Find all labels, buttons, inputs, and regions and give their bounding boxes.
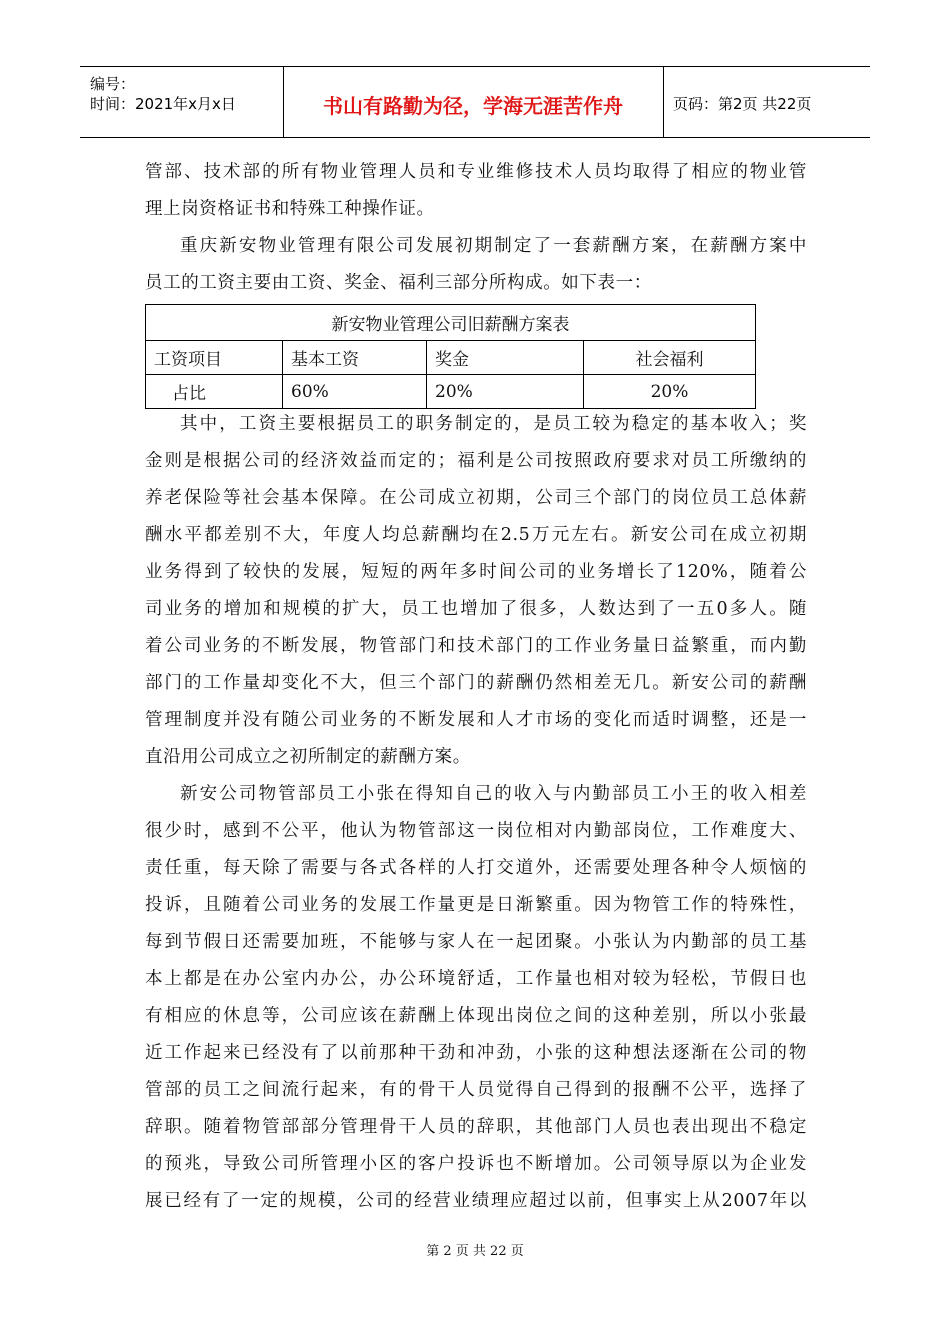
body-line: 业务得到了较快的发展，短短的两年多时间公司的业务增长了120%，随着公	[145, 562, 807, 582]
table-title: 新安物业管理公司旧薪酬方案表	[146, 305, 756, 341]
header-motto-cell	[283, 67, 664, 137]
salary-table	[145, 304, 756, 409]
body-line: 金则是根据公司的经济效益而定的；福利是公司按照政府要求对员工所缴纳的	[145, 451, 807, 471]
page-footer: 第 2 页 共 22 页	[426, 1244, 524, 1259]
document-header	[80, 66, 870, 138]
body-line: 的预兆，导致公司所管理小区的客户投诉也不断增加。公司领导原以为企业发	[145, 1154, 807, 1174]
body-line: 管部、技术部的所有物业管理人员和专业维修技术人员均取得了相应的物业管	[145, 162, 807, 182]
page-code-label: 页码：第2页 共22页	[673, 95, 812, 113]
table-header-row	[146, 341, 756, 375]
document-time-label: 时间：2021年x月x日	[90, 95, 236, 113]
body-line: 部门的工作量却变化不大，但三个部门的薪酬仍然相差无几。新安公司的薪酬	[145, 673, 807, 693]
body-line: 每到节假日还需要加班，不能够与家人在一起团聚。小张认为内勤部的员工基	[145, 932, 807, 952]
body-line: 展已经有了一定的规模，公司的经营业绩理应超过以前，但事实上从2007年以	[145, 1191, 807, 1211]
motto-text: 书山有路勤为径，学海无涯苦作舟	[323, 94, 623, 118]
body-line: 养老保险等社会基本保障。在公司成立初期，公司三个部门的岗位员工总体薪	[145, 488, 807, 508]
header-page-cell	[663, 67, 870, 137]
body-line: 员工的工资主要由工资、奖金、福利三部分所构成。如下表一：	[145, 273, 652, 293]
body-line: 投诉，且随着公司业务的发展工作量更是日渐繁重。因为物管工作的特殊性，	[145, 895, 807, 915]
body-line: 近工作起来已经没有了以前那种干劲和冲劲，小张的这种想法逐渐在公司的物	[145, 1043, 807, 1063]
table-cell: 60%	[283, 375, 427, 409]
body-line: 责任重，每天除了需要与各式各样的人打交道外，还需要处理各种令人烦恼的	[145, 858, 807, 878]
table-cell: 20%	[584, 375, 756, 409]
body-line: 理上岗资格证书和特殊工种操作证。	[145, 199, 435, 219]
body-line: 着公司业务的不断发展，物管部门和技术部门的工作业务量日益繁重，而内勤	[145, 636, 807, 656]
header-meta-cell	[80, 67, 284, 137]
document-code-label: 编号：	[90, 75, 136, 93]
body-line: 新安公司物管部员工小张在得知自己的收入与内勤部员工小王的收入相差	[180, 784, 807, 804]
table-header-cell: 基本工资	[283, 341, 427, 375]
body-line: 重庆新安物业管理有限公司发展初期制定了一套薪酬方案，在薪酬方案中	[180, 236, 807, 256]
table-header-cell: 社会福利	[584, 341, 756, 375]
body-line: 管理制度并没有随公司业务的不断发展和人才市场的变化而适时调整，还是一	[145, 710, 807, 730]
table-header-cell: 奖金	[427, 341, 584, 375]
body-line: 辞职。随着物管部部分管理骨干人员的辞职，其他部门人员也表出现出不稳定	[145, 1117, 807, 1137]
body-line: 司业务的增加和规模的扩大，员工也增加了很多，人数达到了一五0多人。随	[145, 599, 807, 619]
table-cell: 占比	[146, 375, 283, 409]
body-line: 有相应的休息等，公司应该在薪酬上体现出岗位之间的这种差别，所以小张最	[145, 1006, 807, 1026]
body-line: 管部的员工之间流行起来，有的骨干人员觉得自己得到的报酬不公平，选择了	[145, 1080, 807, 1100]
body-line: 酬水平都差别不大，年度人均总薪酬均在2.5万元左右。新安公司在成立初期	[145, 525, 807, 545]
table-header-cell: 工资项目	[146, 341, 283, 375]
table-row	[146, 375, 756, 409]
body-line: 其中，工资主要根据员工的职务制定的，是员工较为稳定的基本收入；奖	[180, 414, 807, 434]
table-cell: 20%	[427, 375, 584, 409]
body-line: 很少时，感到不公平，他认为物管部这一岗位相对内勤部岗位，工作难度大、	[145, 821, 807, 841]
body-line: 直沿用公司成立之初所制定的薪酬方案。	[145, 747, 471, 767]
table-title-row	[146, 305, 756, 341]
body-line: 本上都是在办公室内办公，办公环境舒适，工作量也相对较为轻松，节假日也	[145, 969, 807, 989]
